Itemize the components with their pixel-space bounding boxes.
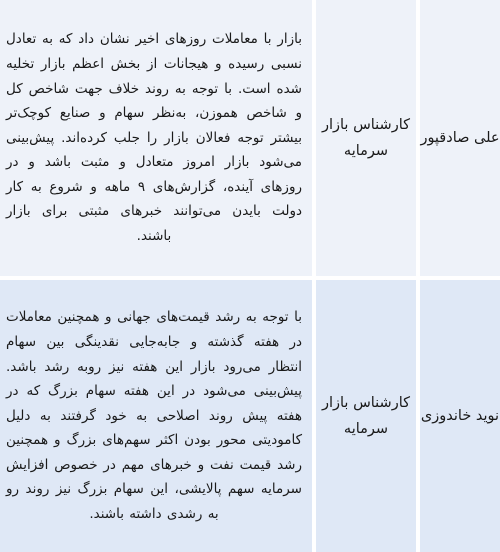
- analyst-opinion-cell: [0, 0, 312, 276]
- analyst-opinion-cell: [0, 280, 312, 552]
- analyst-role: کارشناس بازار سرمایه: [321, 117, 411, 159]
- analyst-name-cell: [420, 0, 500, 276]
- analyst-name: نوید خاندوزی: [420, 408, 500, 424]
- analyst-role: کارشناس بازار سرمایه: [321, 395, 411, 437]
- analyst-opinion: بازار با معاملات روزهای اخیر نشان داد که به تعادل نسبی رسیده و هیجانات از بخش اعظم بازار تخلیه شده است. با توجه به روند خلاف جهت شاخص کل و شاخص هموزن، به‌نظر سهام و صنایع کوچک‌تر بیشتر توجه فعالان بازار را جلب کرده‌اند. پیش‌بینی می‌شود بازار امروز متعادل و مثبت باشد و در روزهای آینده، گزارش‌های ۹ ماهه و شروع به کار دولت بایدن می‌توانند خبرهای مثبتی برای بازار باشند.: [6, 31, 302, 245]
- analyst-role-cell: [316, 0, 416, 276]
- analyst-name-cell: [420, 280, 500, 552]
- analyst-opinion: با توجه به رشد قیمت‌های جهانی و همچنین معاملات در هفته گذشته و جابه‌جایی نقدینگی بین سهام انتظار می‌رود بازار این هفته نیز روبه رشد باشد. پیش‌بینی می‌شود در این هفته سهام بزرگ که در هفته پیش روند اصلاحی به خود گرفتند به دلیل کامودیتی محور بودن اکثر سهم‌های بزرگ و همچنین رشد قیمت نفت و خبرهای مهم در خصوص افزایش سرمایه سهم پالایشی، این سهام بزرگ نیز روند رو به رشدی داشته باشند.: [6, 309, 302, 523]
- table-row: [0, 280, 500, 552]
- analyst-name: علی صادقپور: [420, 130, 500, 146]
- analyst-role-cell: [316, 280, 416, 552]
